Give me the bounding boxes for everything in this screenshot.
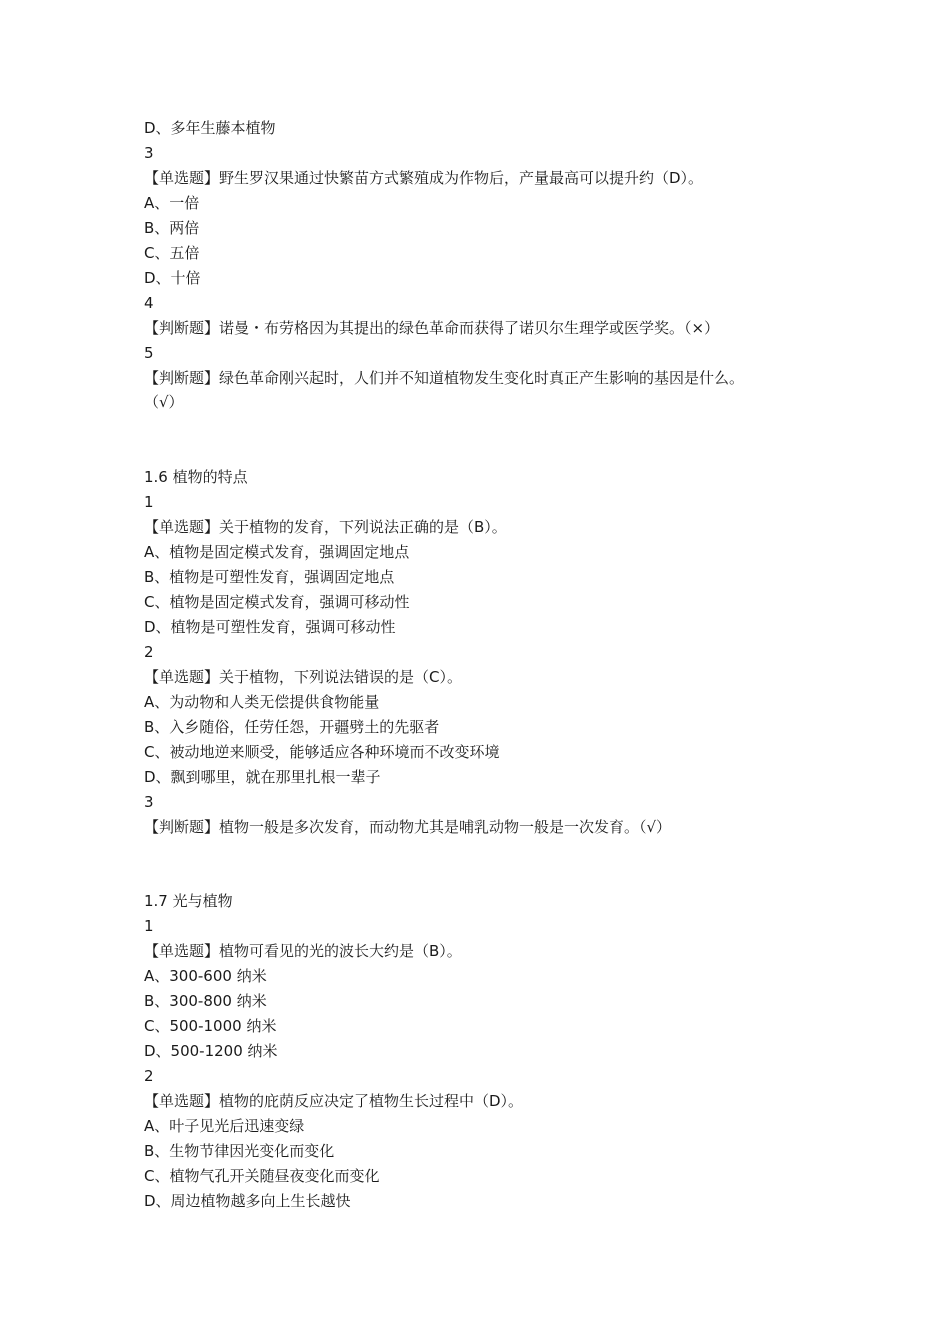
question-text: 【单选题】植物可看见的光的波长大约是（B）。: [144, 942, 462, 960]
question-text: 【单选题】野生罗汉果通过快繁苗方式繁殖成为作物后，产量最高可以提升约（D）。: [144, 169, 704, 187]
option-line: B、生物节律因光变化而变化: [144, 1142, 335, 1160]
option-line: D、周边植物越多向上生长越快: [144, 1192, 351, 1210]
option-line: C、植物气孔开关随昼夜变化而变化: [144, 1167, 380, 1185]
question-number: 3: [144, 144, 154, 162]
option-line: C、被动地逆来顺受，能够适应各种环境而不改变环境: [144, 743, 500, 761]
question-number: 2: [144, 643, 154, 661]
question-number: 4: [144, 294, 154, 312]
option-line: D、飘到哪里，就在那里扎根一辈子: [144, 768, 381, 786]
option-line: C、植物是固定模式发育，强调可移动性: [144, 593, 410, 611]
option-line: A、一倍: [144, 194, 200, 212]
option-line: D、植物是可塑性发育，强调可移动性: [144, 618, 396, 636]
question-number: 2: [144, 1067, 154, 1085]
question-number: 3: [144, 793, 154, 811]
option-line: A、为动物和人类无偿提供食物能量: [144, 693, 380, 711]
option-line: C、500-1000 纳米: [144, 1017, 277, 1035]
option-line: D、500-1200 纳米: [144, 1042, 278, 1060]
option-line: C、五倍: [144, 244, 200, 262]
question-number: 1: [144, 493, 154, 511]
option-line: B、300-800 纳米: [144, 992, 267, 1010]
option-line: B、入乡随俗，任劳任怨，开疆劈土的先驱者: [144, 718, 440, 736]
question-number: 1: [144, 917, 154, 935]
option-line: A、300-600 纳米: [144, 967, 267, 985]
option-line: A、叶子见光后迅速变绿: [144, 1117, 305, 1135]
option-line: D、十倍: [144, 269, 201, 287]
option-line: A、植物是固定模式发育，强调固定地点: [144, 543, 410, 561]
section-heading: 1.6 植物的特点: [144, 468, 248, 486]
question-text: 【单选题】植物的庇荫反应决定了植物生长过程中（D）。: [144, 1092, 524, 1110]
question-text: 【判断题】绿色革命刚兴起时，人们并不知道植物发生变化时真正产生影响的基因是什么。: [144, 369, 745, 387]
question-number: 5: [144, 344, 154, 362]
question-text: 【单选题】关于植物，下列说法错误的是（C）。: [144, 668, 462, 686]
option-line: B、植物是可塑性发育，强调固定地点: [144, 568, 395, 586]
answer-mark: （√）: [144, 393, 184, 411]
option-line: B、两倍: [144, 219, 200, 237]
section-heading: 1.7 光与植物: [144, 892, 233, 910]
question-text: 【单选题】关于植物的发育，下列说法正确的是（B）。: [144, 518, 507, 536]
question-text: 【判断题】植物一般是多次发育，而动物尤其是哺乳动物一般是一次发育。（√）: [144, 818, 672, 836]
question-text: 【判断题】诺曼・布劳格因为其提出的绿色革命而获得了诺贝尔生理学或医学奖。（×）: [144, 319, 720, 337]
option-line: D、多年生藤本植物: [144, 119, 276, 137]
